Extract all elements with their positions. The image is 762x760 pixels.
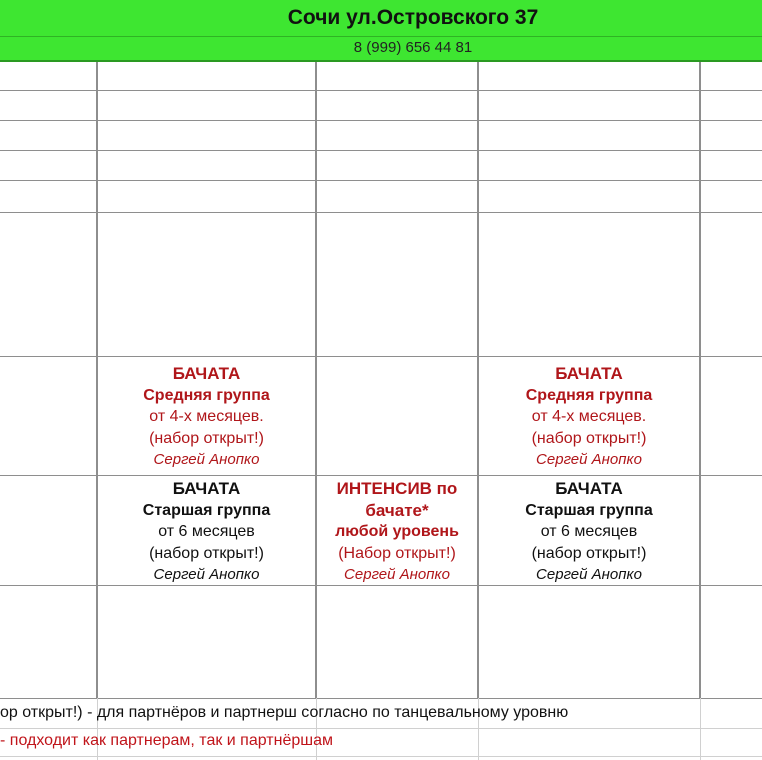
grid-row-line — [0, 150, 762, 151]
class-status: (набор открыт!) — [149, 429, 264, 447]
grid-row-line — [0, 212, 762, 213]
class-duration: от 4-х месяцев. — [531, 408, 647, 425]
class-duration: от 6 месяцев — [540, 523, 638, 540]
class-teacher: Сергей Анопко — [344, 566, 450, 583]
grid-row-line — [0, 728, 762, 729]
grid-col-line — [700, 698, 701, 760]
header-divider — [0, 36, 762, 37]
grid-row-line — [0, 90, 762, 91]
grid-row-line — [0, 475, 762, 476]
class-cell-bachata-senior-1[interactable] — [98, 478, 315, 586]
class-teacher: Сергей Анопко — [536, 451, 642, 468]
class-title: БАЧАТА — [172, 479, 241, 498]
class-title-cont: бачате* — [365, 500, 429, 520]
class-group: Средняя группа — [143, 386, 270, 404]
grid-row-line — [0, 180, 762, 181]
header-bar — [0, 0, 762, 62]
grid-row-line — [0, 120, 762, 121]
grid-row-line — [0, 356, 762, 357]
class-title: БАЧАТА — [555, 479, 623, 498]
grid-col-line — [315, 62, 317, 698]
page-title: Сочи ул.Островского 37 — [287, 6, 539, 29]
grid-row-line — [0, 698, 762, 699]
class-status: (Набор открыт!) — [338, 544, 456, 562]
class-cell-bachata-mid-1[interactable] — [98, 363, 315, 471]
phone-number: 8 (999) 656 44 81 — [353, 39, 473, 56]
class-level: любой уровень — [335, 523, 459, 540]
class-group: Старшая группа — [142, 501, 271, 519]
class-title: БАЧАТА — [555, 364, 623, 383]
class-cell-bachata-senior-2[interactable] — [479, 478, 699, 586]
footnote-intensive: - подходит как партнерам, так и партнёршам — [0, 732, 333, 749]
footnote-levels: ор открыт!) - для партнёров и партнерш согласно по танцевальному уровню — [0, 704, 569, 721]
class-duration: от 6 месяцев — [158, 523, 255, 540]
grid-col-line — [699, 62, 701, 698]
class-teacher: Сергей Анопко — [153, 451, 260, 468]
class-teacher: Сергей Анопко — [536, 566, 642, 583]
class-title: БАЧАТА — [172, 364, 241, 383]
class-cell-intensive[interactable] — [317, 478, 477, 586]
class-status: (набор открыт!) — [531, 544, 647, 562]
class-status: (набор открыт!) — [531, 429, 647, 447]
class-group: Старшая группа — [525, 501, 653, 519]
class-group: Средняя группа — [525, 386, 653, 404]
class-teacher: Сергей Анопко — [153, 566, 260, 583]
class-status: (набор открыт!) — [149, 544, 264, 562]
class-title: ИНТЕНСИВ по — [336, 479, 458, 498]
grid-row-line — [0, 756, 762, 757]
class-duration: от 4-х месяцев. — [149, 408, 264, 425]
class-cell-bachata-mid-2[interactable] — [479, 363, 699, 471]
